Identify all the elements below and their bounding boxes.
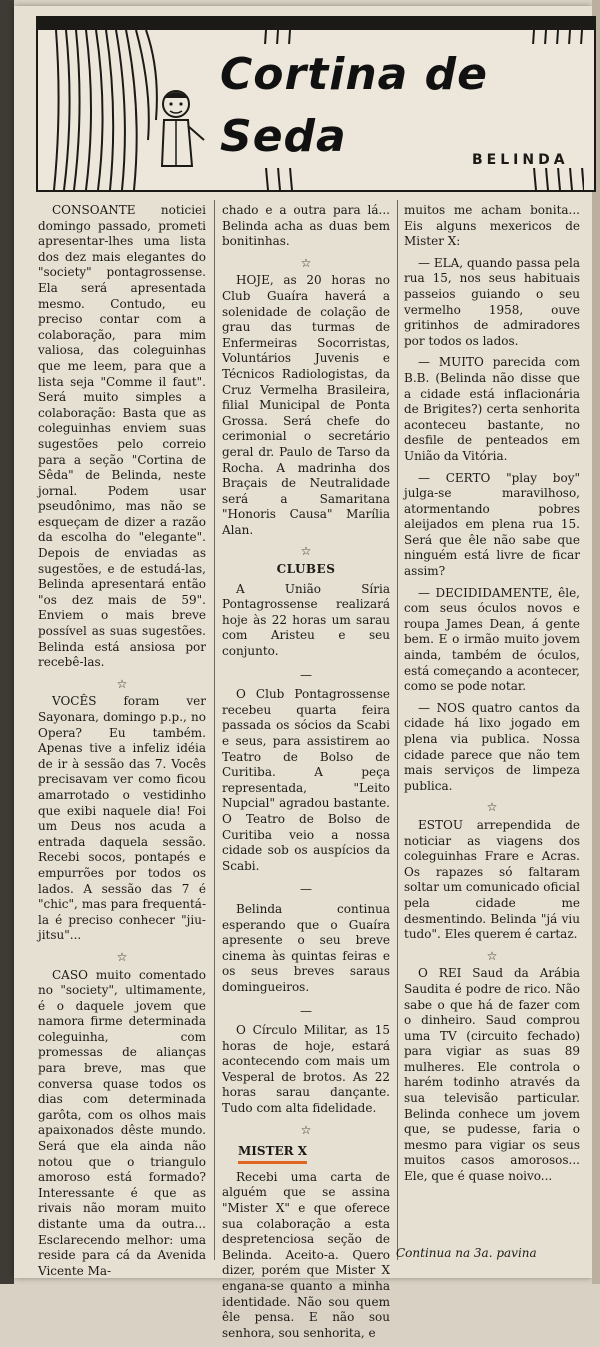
column-divider [214, 200, 215, 1260]
peeking-figure-illustration [154, 86, 214, 186]
paragraph-continuation: chado e a outra para lá... Belinda acha as duas bem bonitinhas. [222, 203, 390, 249]
page-edge-right [592, 0, 600, 1284]
paragraph-voces: VOCÊS foram ver Sayonara, domingo p.p., no Opera? Eu também. Apenas tive a infeliz idéia de ir à sessão das 7. Vocês precisavam ver como ficou amarrotado o vestidinho que exibi naquele dia! Foi um Deus nos acuda a entrada daquela sessão. Recebi socos, pontapés e empurrões por todos os lados. A sessão das 7 é "chic", mas para frequentá-la é preciso conhecer "jiu-jitsu"... [38, 694, 206, 943]
star-separator: ☆ [300, 544, 312, 559]
dash-separator: — [300, 667, 312, 682]
gossip-item: — CERTO "play boy" julga-se maravilhoso, atormentando pobres aleijados em plena rua 15. Será que êle não sabe que ninguém está livre de ficar assim? [404, 470, 580, 579]
paragraph-club-pontagrossense: O Club Pontagrossense recebeu quarta feira passada os sócios da Scabi e seus, para assistirem ao Teatro de Bolso de Curitiba. A peça representada, "Leito Nupcial" agradou bastante. O Teatro de Bolso de Curitiba veio a nossa cidade sob os auspícios da Scabi. [222, 687, 390, 873]
gossip-item: — NOS quatro cantos da cidade há lixo jogado em plena via publica. Nossa cidade parece que não tem mais serviços de limpeza publica. [404, 700, 580, 793]
paragraph-uniao-siria: A União Síria Pontagrossense realizará hoje às 22 horas um sarau com Aristeu e seu conjunto. [222, 581, 390, 659]
column-masthead [36, 16, 596, 192]
curtain-rail [38, 18, 594, 30]
column-byline: BELINDA [468, 152, 573, 168]
gossip-item: — MUITO parecida com B.B. (Belinda não disse que a cidade está inflacionária de Brigites?) certa senhorita aconteceu bastante, no desfile de penteados em União da Vitória. [404, 355, 580, 463]
paragraph-caso: CASO muito comentado no "society", ultimamente, é o daquele jovem que namora firme determinada coleguinha, com promessas de alianças para breve, mas que conversa quase todos os dias com determinada garôta, com os olhos mais apaixonados dêste mundo. Será que ela ainda não notou que o triangulo amoroso está formado? Interessante é que as rivais não moram muito distante uma da outra... Esclarecendo melhor: uma reside para cá da Avenida Vicente Ma- [38, 967, 206, 1278]
star-separator: ☆ [300, 1122, 312, 1137]
dash-separator: — [300, 882, 312, 897]
article-column-3 [404, 203, 580, 1191]
star-separator: ☆ [486, 948, 498, 963]
paragraph-hoje: HOJE, as 20 horas no Club Guaíra haverá a solenidade de colação de grau das turmas de Enfermeiras Socorristas, Voluntários Juvenis e Técnicos Radiologistas, da Cruz Vermelha Brasileira, filial Municipal de Ponta Grossa. Será chefe do cerimonial o secretário geral dr. Paulo de Tarso da Rocha. A madrinha dos Braçais de Neutralidade será a Samaritana "Honoris Causa" Marília Alan. [222, 273, 390, 537]
dash-separator: — [300, 1003, 312, 1018]
paragraph-guaira: Belinda continua esperando que o Guaíra apresente o seu breve cinema às quintas feiras e os seus breves saraus domingueiros. [222, 901, 390, 994]
paragraph-circulo-militar: O Círculo Militar, as 15 horas de hoje, estará acontecendo com mais um Vesperal de brotos. As 22 horas sarau dançante. Tudo com alta fidelidade. [222, 1023, 390, 1116]
section-heading-clubes: CLUBES [276, 562, 336, 577]
page-shadow-left [0, 0, 14, 1284]
star-separator: ☆ [486, 800, 498, 815]
star-separator: ☆ [300, 255, 312, 270]
paragraph-continuation: muitos me acham bonita... Eis alguns mexericos de Mister X: [404, 203, 580, 249]
paragraph-estou: ESTOU arrependida de noticiar as viagens dos coleguinhas Frare e Acras. Os rapazes só faltaram soltar um comunicado oficial pela cidade me desmentindo. Belinda "já viu tudo". Eles querem é cartaz. [404, 817, 580, 942]
column-divider [397, 200, 398, 1260]
star-separator: ☆ [116, 949, 128, 964]
article-column-1 [38, 203, 206, 1285]
gossip-item: — DECIDIDAMENTE, êle, com seus óculos novos e roupa James Dean, á gente bem. E o irmão muito jovem ainda, também de óculos, está começando a acontecer, como se pode notar. [404, 585, 580, 694]
star-separator: ☆ [116, 676, 128, 691]
column-title: Cortina de Seda [214, 44, 594, 168]
paragraph-rei-saud: O REI Saud da Arábia Saudita é podre de rico. Não sabe o que há de fazer com o dinheiro. Saud comprou uma TV (circuito fechado) para vigiar as suas 89 mulheres. Ele controla o harém todinho através da sua televisão particular. Belinda conhece um jovem que, se pudesse, faria o mesmo para vigiar os seus muitos casos amorosos... Ele, que é quase noivo... [404, 966, 580, 1184]
article-column-2 [222, 203, 390, 1347]
paragraph-consoante: CONSOANTE noticiei domingo passado, prometi apresentar-lhes uma lista dos dez mais elegantes do "society" pontagrossense. Ela será apresentada mesmo. Contudo, eu preciso contar com a colaboração, para mim valiosa, das coleguinhas que me leem, para que a lista seja "Comme il faut". Será muito simples a colaboração: Basta que as coleguinhas enviem suas sugestões pelo correio para a seção "Cortina de Sêda" de Belinda, neste jornal. Podem usar pseudônimo, mas não se esqueçam de dizer a razão da escolha do "elegante". Depois de enviadas as sugestões, e de estudá-las, Belinda apresentará então "os dez mais de 59". Enviem o mais breve possível as suas sugestões. Belinda está ansiosa por recebê-las. [38, 203, 206, 670]
gossip-item: — ELA, quando passa pela rua 15, nos seus habituais passeios guiando o seu vermelho 1958, ouve gritinhos de admiradores por todos os lados. [404, 255, 580, 348]
section-heading-mister-x: MISTER X [238, 1144, 307, 1164]
continuation-note: Continua na 3a. pavina [396, 1246, 537, 1260]
paragraph-mister-x: Recebi uma carta de alguém que se assina "Mister X" e que oferece sua colaboração a esta despretenciosa seção de Belinda. Aceito-a. Quero dizer, porém que Mister X enganа-se quanto a minha identidade. Não sou quem êle pensa. E não sou senhora, sou senhorita, e [222, 1169, 390, 1340]
